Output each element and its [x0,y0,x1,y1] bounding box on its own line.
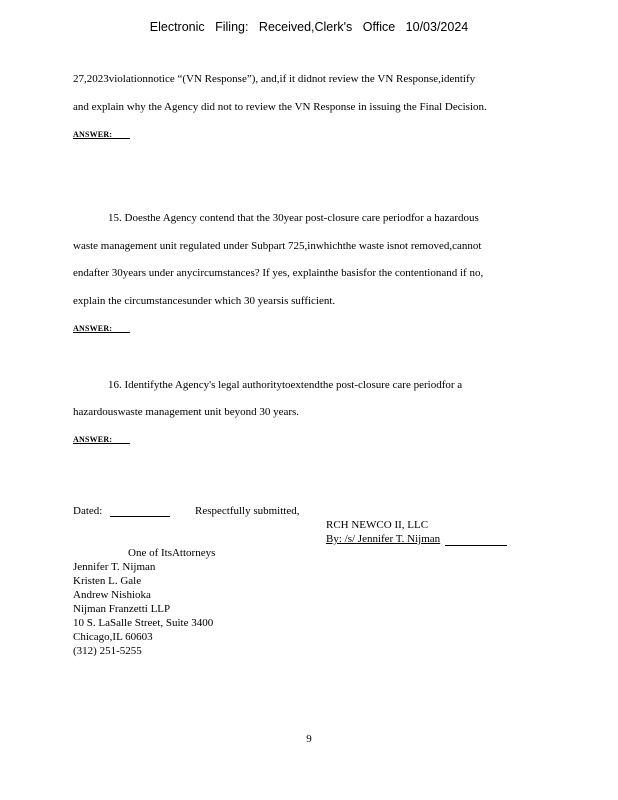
party-name: RCH NEWCO II, LLC [326,519,429,531]
signature-underline [445,545,507,546]
page-number: 9 [306,733,312,745]
one-of-its-attorneys: One of ItsAttorneys [128,547,216,559]
answer-label-14: ANSWER: [73,130,113,139]
signature-by-text: By: /s/ Jennifer T. Nijman [326,533,441,545]
dated-label: Dated: [73,505,103,517]
attorney-line: (312) 251-5255 [73,645,142,657]
attorney-line: Chicago,IL 60603 [73,631,153,643]
q15-line-2: waste management unit regulated under Subpart 725,inwhichthe waste isnot removed,cannot [73,240,482,252]
answer-label-16: ANSWER: [73,435,113,444]
q16-line-2: hazardouswaste management unit beyond 30 years. [73,406,300,418]
respectfully-submitted: Respectfully submitted, [195,505,300,517]
intro-line-1: 27,2023violationnotice “(VN Response”), and,if it didnot review the VN Response,identify [73,73,476,85]
q16-line-1: 16. Identifythe Agency's legal authoritytoextendthe post-closure care periodfor a [108,379,463,391]
attorney-block [73,560,213,658]
attorney-line: Kristen L. Gale [73,575,142,587]
attorney-line: Jennifer T. Nijman [73,561,156,573]
q15-line-1: 15. Doesthe Agency contend that the 30year post-closure care periodfor a hazardous [108,212,479,224]
answer-label-15: ANSWER: [73,324,113,333]
attorney-line: 10 S. LaSalle Street, Suite 3400 [73,617,214,629]
signature-by-line [326,533,440,545]
q15-line-4: explain the circumstancesunder which 30 yearsis sufficient. [73,295,336,307]
intro-line-2: and explain why the Agency did not to review the VN Response in issuing the Final Decision. [73,101,487,113]
attorney-line: Nijman Franzetti LLP [73,603,171,615]
q15-line-3: endafter 30years under anycircumstances? If yes, explainthe basisfor the contentionand if no, [73,267,484,279]
filing-stamp-header: Electronic Filing: Received,Clerk's Office 10/03/2024 [149,20,469,34]
attorney-line: Andrew Nishioka [73,589,151,601]
date-blank-line [110,516,170,517]
